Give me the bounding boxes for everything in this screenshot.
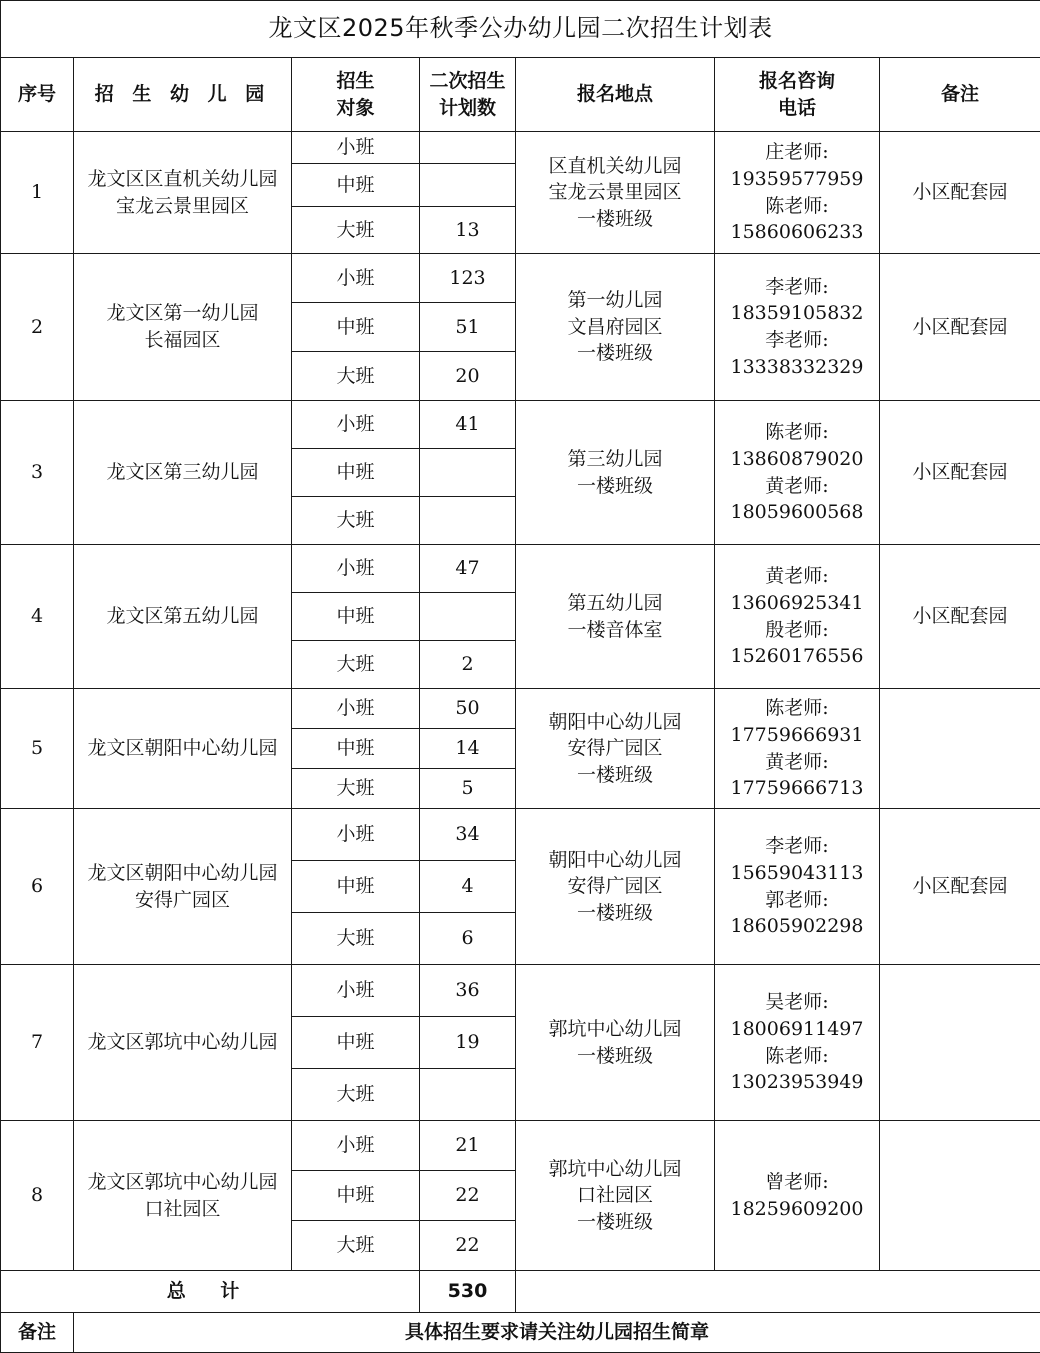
class-quota: 22 [420, 1171, 516, 1221]
class-quota: 13 [420, 207, 516, 254]
class-target: 小班 [292, 132, 420, 164]
table-row [1, 965, 1040, 1017]
enroll-location: 朝阳中心幼儿园 安得广园区 一楼班级 [516, 809, 715, 965]
kindergarten-name: 龙文区朝阳中心幼儿园 [74, 689, 292, 809]
contact-phone: 庄老师: 19359577959 陈老师: 15860606233 [715, 132, 880, 254]
kindergarten-name: 龙文区朝阳中心幼儿园 安得广园区 [74, 809, 292, 965]
row-remark [880, 965, 1040, 1121]
header-phone: 报名咨询 电话 [715, 58, 880, 132]
class-quota: 19 [420, 1017, 516, 1069]
enroll-location: 郭坑中心幼儿园 一楼班级 [516, 965, 715, 1121]
total-label: 总 计 [1, 1271, 420, 1313]
row-remark [880, 689, 1040, 809]
kindergarten-name: 龙文区第五幼儿园 [74, 545, 292, 689]
table-row [1, 254, 1040, 303]
class-target: 大班 [292, 913, 420, 965]
class-quota [420, 497, 516, 545]
contact-phone: 曾老师: 18259609200 [715, 1121, 880, 1271]
contact-phone: 陈老师: 17759666931 黄老师: 17759666713 [715, 689, 880, 809]
class-target: 小班 [292, 545, 420, 593]
class-quota: 20 [420, 352, 516, 401]
row-remark: 小区配套园 [880, 545, 1040, 689]
row-remark: 小区配套园 [880, 401, 1040, 545]
class-quota: 41 [420, 401, 516, 449]
header-quota: 二次招生 计划数 [420, 58, 516, 132]
class-quota: 36 [420, 965, 516, 1017]
total-blank [516, 1271, 1040, 1313]
header-target: 招生 对象 [292, 58, 420, 132]
class-quota: 50 [420, 689, 516, 729]
footer-label: 备注 [1, 1313, 74, 1353]
table-title: 龙文区2025年秋季公办幼儿园二次招生计划表 [1, 1, 1040, 58]
header-index: 序号 [1, 58, 74, 132]
row-remark: 小区配套园 [880, 809, 1040, 965]
header-kindergarten: 招 生 幼 儿 园 [74, 58, 292, 132]
row-index: 3 [1, 401, 74, 545]
class-target: 小班 [292, 1121, 420, 1171]
kindergarten-name: 龙文区郭坑中心幼儿园 口社园区 [74, 1121, 292, 1271]
class-target: 中班 [292, 861, 420, 913]
kindergarten-name: 龙文区郭坑中心幼儿园 [74, 965, 292, 1121]
table-row [1, 1121, 1040, 1171]
table-body [1, 132, 1040, 1271]
class-target: 小班 [292, 689, 420, 729]
class-quota [420, 132, 516, 164]
class-target: 大班 [292, 1221, 420, 1271]
row-remark: 小区配套园 [880, 132, 1040, 254]
class-quota: 123 [420, 254, 516, 303]
class-target: 小班 [292, 809, 420, 861]
table-row [1, 132, 1040, 164]
table-row [1, 401, 1040, 449]
class-target: 小班 [292, 965, 420, 1017]
contact-phone: 吴老师: 18006911497 陈老师: 13023953949 [715, 965, 880, 1121]
class-target: 大班 [292, 497, 420, 545]
kindergarten-name: 龙文区第一幼儿园 长福园区 [74, 254, 292, 401]
class-target: 中班 [292, 1171, 420, 1221]
class-target: 中班 [292, 449, 420, 497]
row-index: 5 [1, 689, 74, 809]
enroll-location: 朝阳中心幼儿园 安得广园区 一楼班级 [516, 689, 715, 809]
contact-phone: 黄老师: 13606925341 殷老师: 15260176556 [715, 545, 880, 689]
table-row [1, 689, 1040, 729]
class-quota [420, 593, 516, 641]
contact-phone: 李老师: 18359105832 李老师: 13338332329 [715, 254, 880, 401]
row-index: 4 [1, 545, 74, 689]
table-row [1, 545, 1040, 593]
row-index: 7 [1, 965, 74, 1121]
row-index: 8 [1, 1121, 74, 1271]
class-quota [420, 449, 516, 497]
class-target: 小班 [292, 254, 420, 303]
row-index: 1 [1, 132, 74, 254]
class-target: 中班 [292, 729, 420, 769]
enroll-location: 第三幼儿园 一楼班级 [516, 401, 715, 545]
class-target: 大班 [292, 1069, 420, 1121]
class-quota [420, 1069, 516, 1121]
class-target: 中班 [292, 593, 420, 641]
class-quota: 5 [420, 769, 516, 809]
row-remark [880, 1121, 1040, 1271]
class-target: 大班 [292, 352, 420, 401]
class-target: 大班 [292, 207, 420, 254]
kindergarten-name: 龙文区第三幼儿园 [74, 401, 292, 545]
row-remark: 小区配套园 [880, 254, 1040, 401]
class-quota [420, 164, 516, 207]
enroll-location: 郭坑中心幼儿园 口社园区 一楼班级 [516, 1121, 715, 1271]
class-target: 中班 [292, 1017, 420, 1069]
class-target: 大班 [292, 641, 420, 689]
header-location: 报名地点 [516, 58, 715, 132]
enroll-location: 第一幼儿园 文昌府园区 一楼班级 [516, 254, 715, 401]
enroll-location: 第五幼儿园 一楼音体室 [516, 545, 715, 689]
class-quota: 22 [420, 1221, 516, 1271]
class-quota: 4 [420, 861, 516, 913]
class-target: 中班 [292, 164, 420, 207]
header-remark: 备注 [880, 58, 1040, 132]
class-quota: 2 [420, 641, 516, 689]
class-quota: 21 [420, 1121, 516, 1171]
total-value: 530 [420, 1271, 516, 1313]
table-row [1, 809, 1040, 861]
enroll-location: 区直机关幼儿园 宝龙云景里园区 一楼班级 [516, 132, 715, 254]
class-quota: 14 [420, 729, 516, 769]
class-quota: 6 [420, 913, 516, 965]
contact-phone: 李老师: 15659043113 郭老师: 18605902298 [715, 809, 880, 965]
class-quota: 51 [420, 303, 516, 352]
class-target: 小班 [292, 401, 420, 449]
contact-phone: 陈老师: 13860879020 黄老师: 18059600568 [715, 401, 880, 545]
row-index: 2 [1, 254, 74, 401]
class-quota: 47 [420, 545, 516, 593]
class-target: 中班 [292, 303, 420, 352]
class-quota: 34 [420, 809, 516, 861]
footer-note: 具体招生要求请关注幼儿园招生简章 [74, 1313, 1040, 1353]
kindergarten-name: 龙文区区直机关幼儿园 宝龙云景里园区 [74, 132, 292, 254]
class-target: 大班 [292, 769, 420, 809]
row-index: 6 [1, 809, 74, 965]
